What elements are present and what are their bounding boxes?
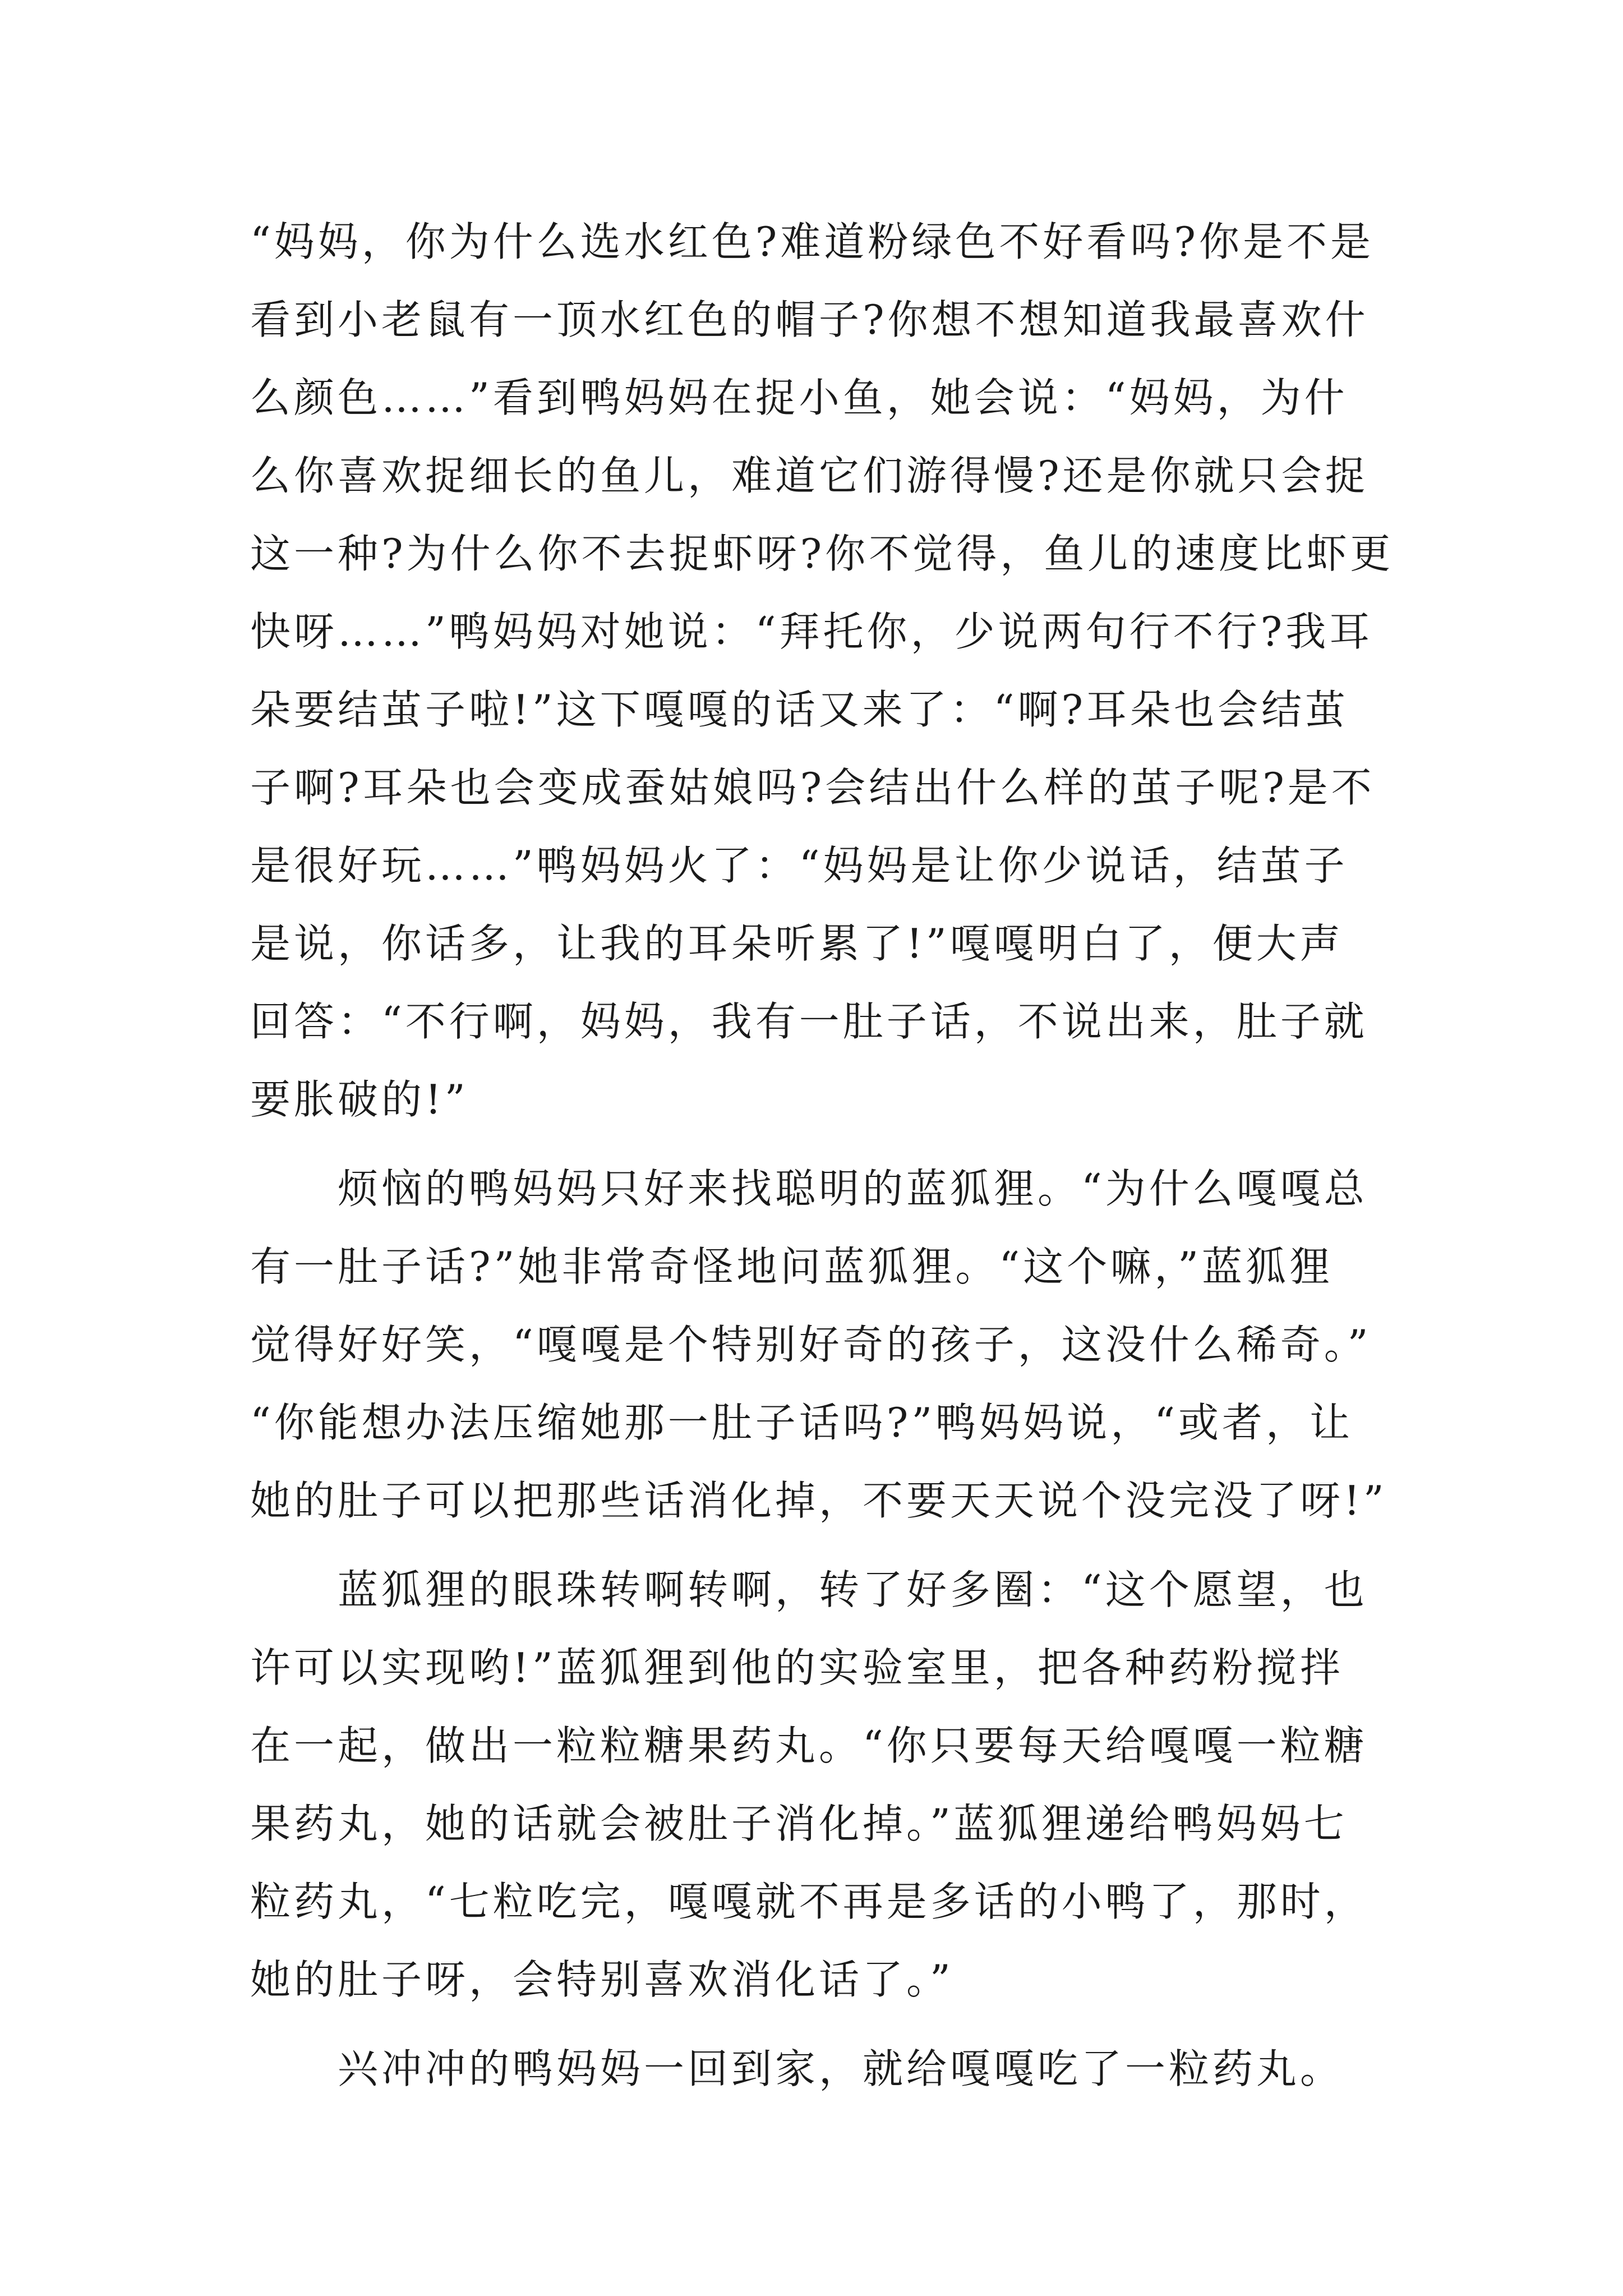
- text-line: 要胀破的!”: [250, 1076, 469, 1123]
- text-line: 有一肚子话?”她非常奇怪地问蓝狐狸。“这个嘛，”蓝狐狸: [250, 1243, 1334, 1290]
- text-line: 粒药丸，“七粒吃完，嘎嘎就不再是多话的小鸭了，那时，: [250, 1878, 1368, 1925]
- paragraph-gap: [250, 2019, 1400, 2030]
- text-line: 烦恼的鸭妈妈只好来找聪明的蓝狐狸。“为什么嘎嘎总: [250, 1165, 1368, 1212]
- text-line: 子啊?耳朵也会变成蚕姑娘吗?会结出什么样的茧子呢?是不: [250, 764, 1375, 811]
- paragraph-gap: [250, 1139, 1400, 1150]
- text-line: 蓝狐狸的眼珠转啊转啊，转了好多圈：“这个愿望，也: [250, 1566, 1368, 1613]
- paragraph-gap: [250, 1540, 1400, 1551]
- text-line: 果药丸，她的话就会被肚子消化掉。”蓝狐狸递给鸭妈妈七: [250, 1800, 1348, 1847]
- text-line: 她的肚子呀，会特别喜欢消化话了。”: [250, 1956, 954, 2003]
- story-text-body: [250, 203, 1400, 2108]
- text-line: 看到小老鼠有一顶水红色的帽子?你想不想知道我最喜欢什: [250, 296, 1369, 343]
- text-line: “你能想办法压缩她那一肚子话吗?”鸭妈妈说，“或者，让: [250, 1399, 1354, 1446]
- text-line: 许可以实现哟!”蓝狐狸到他的实验室里，把各种药粉搅拌: [250, 1644, 1344, 1691]
- text-line: 兴冲冲的鸭妈妈一回到家，就给嘎嘎吃了一粒药丸。: [250, 2045, 1344, 2092]
- text-line: 她的肚子可以把那些话消化掉，不要天天说个没完没了呀!”: [250, 1477, 1387, 1524]
- text-line: 么你喜欢捉细长的鱼儿，难道它们游得慢?还是你就只会捉: [250, 452, 1369, 499]
- text-line: “妈妈，你为什么选水红色?难道粉绿色不好看吗?你是不是: [250, 218, 1375, 265]
- text-line: 回答：“不行啊，妈妈，我有一肚子话，不说出来，肚子就: [250, 998, 1368, 1045]
- text-line: 朵要结茧子啦!”这下嘎嘎的话又来了：“啊?耳朵也会结茧: [250, 686, 1349, 733]
- text-line: 是很好玩……”鸭妈妈火了：“妈妈是让你少说话，结茧子: [250, 842, 1348, 889]
- text-line: 么颜色……”看到鸭妈妈在捉小鱼，她会说：“妈妈，为什: [250, 374, 1348, 421]
- text-line: 是说，你话多，让我的耳朵听累了!”嘎嘎明白了，便大声: [250, 920, 1344, 967]
- text-line: 这一种?为什么你不去捉虾呀?你不觉得，鱼儿的速度比虾更: [250, 530, 1394, 577]
- text-line: 快呀……”鸭妈妈对她说：“拜托你，少说两句行不行?我耳: [250, 608, 1373, 655]
- text-line: 觉得好好笑，“嘎嘎是个特别好奇的孩子，这没什么稀奇。”: [250, 1321, 1372, 1368]
- text-line: 在一起，做出一粒粒糖果药丸。“你只要每天给嘎嘎一粒糖: [250, 1722, 1368, 1769]
